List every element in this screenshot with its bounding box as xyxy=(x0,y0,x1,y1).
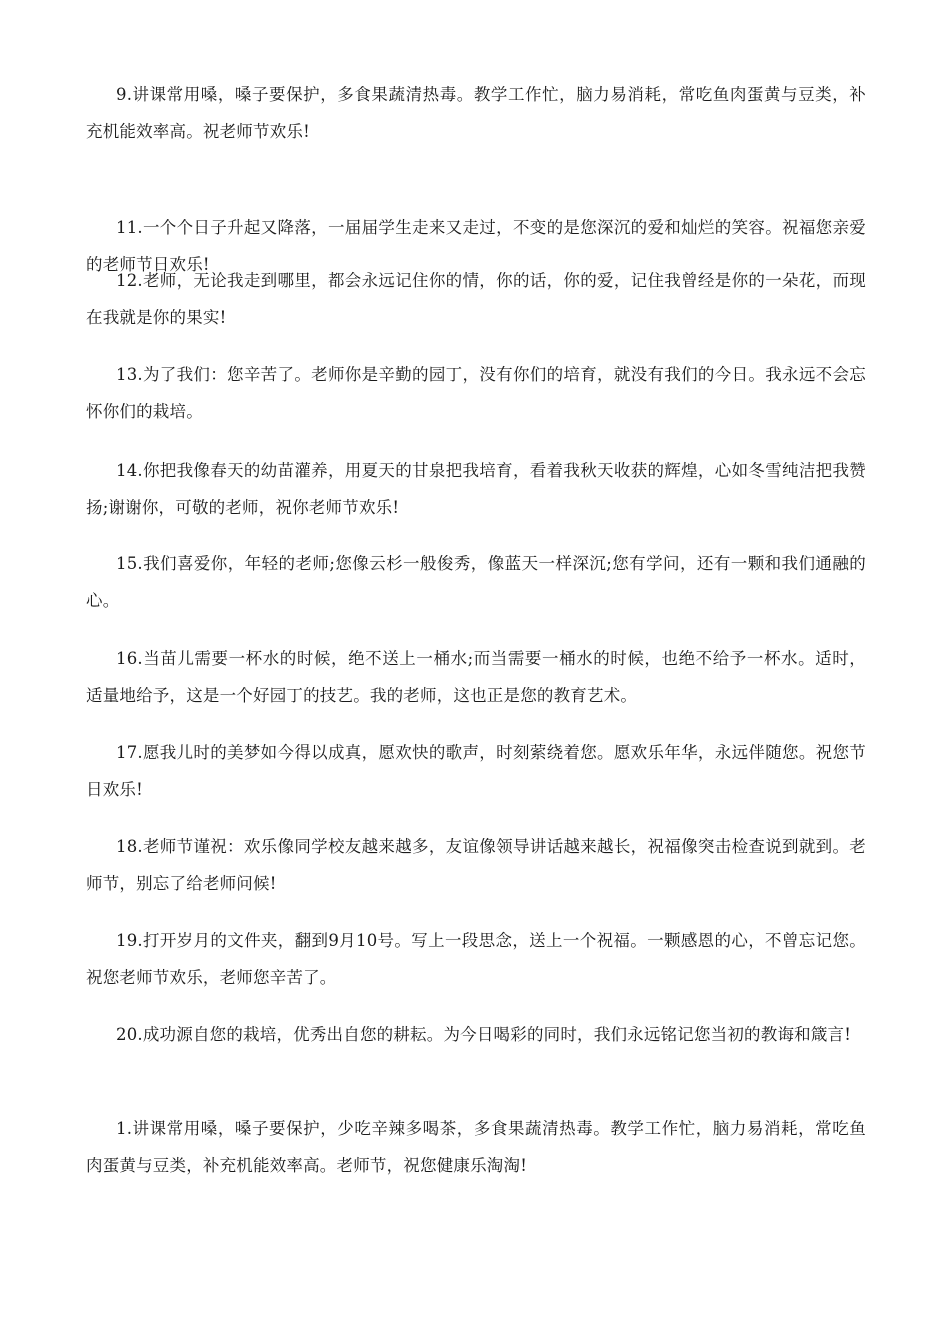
paragraph-19: 19.打开岁月的文件夹，翻到9月10号。写上一段思念，送上一个祝福。一颗感恩的心，不曾忘记您。祝您老师节欢乐，老师您辛苦了。 xyxy=(86,931,866,987)
paragraph-15: 15.我们喜爱你，年轻的老师;您像云杉一般俊秀，像蓝天一样深沉;您有学问，还有一颗和我们通融的心。 xyxy=(86,554,866,610)
paragraph-18: 18.老师节谨祝：欢乐像同学校友越来越多，友谊像领导讲话越来越长，祝福像突击检查说到就到。老师节，别忘了给老师问候! xyxy=(86,837,866,893)
paragraph-14: 14.你把我像春天的幼苗灌养，用夏天的甘泉把我培育，看着我秋天收获的辉煌，心如冬雪纯洁把我赞扬;谢谢你，可敬的老师，祝你老师节欢乐! xyxy=(86,461,866,517)
paragraph-12: 12.老师，无论我走到哪里，都会永远记住你的情，你的话，你的爱，记住我曾经是你的一朵花，而现在我就是你的果实! xyxy=(86,271,866,327)
paragraph-1: 1.讲课常用嗓，嗓子要保护，少吃辛辣多喝茶，多食果蔬清热毒。教学工作忙，脑力易消耗，常吃鱼肉蛋黄与豆类，补充机能效率高。老师节，祝您健康乐淘淘! xyxy=(86,1119,866,1175)
paragraph-13: 13.为了我们：您辛苦了。老师你是辛勤的园丁，没有你们的培育，就没有我们的今日。我永远不会忘怀你们的栽培。 xyxy=(86,365,866,421)
paragraph-17: 17.愿我儿时的美梦如今得以成真，愿欢快的歌声，时刻萦绕着您。愿欢乐年华，永远伴随您。祝您节日欢乐! xyxy=(86,743,866,799)
paragraph-20: 20.成功源自您的栽培，优秀出自您的耕耘。为今日喝彩的同时，我们永远铭记您当初的教诲和箴言! xyxy=(116,1025,852,1044)
paragraph-11: 11.一个个日子升起又降落，一届届学生走来又走过，不变的是您深沉的爱和灿烂的笑容。祝福您亲爱的老师节日欢乐! xyxy=(86,218,866,274)
paragraph-9: 9.讲课常用嗓，嗓子要保护，多食果蔬清热毒。教学工作忙，脑力易消耗，常吃鱼肉蛋黄与豆类，补充机能效率高。祝老师节欢乐! xyxy=(86,85,866,141)
paragraph-16: 16.当苗儿需要一杯水的时候，绝不送上一桶水;而当需要一桶水的时候，也绝不给予一杯水。适时，适量地给予，这是一个好园丁的技艺。我的老师，这也正是您的教育艺术。 xyxy=(86,649,866,705)
